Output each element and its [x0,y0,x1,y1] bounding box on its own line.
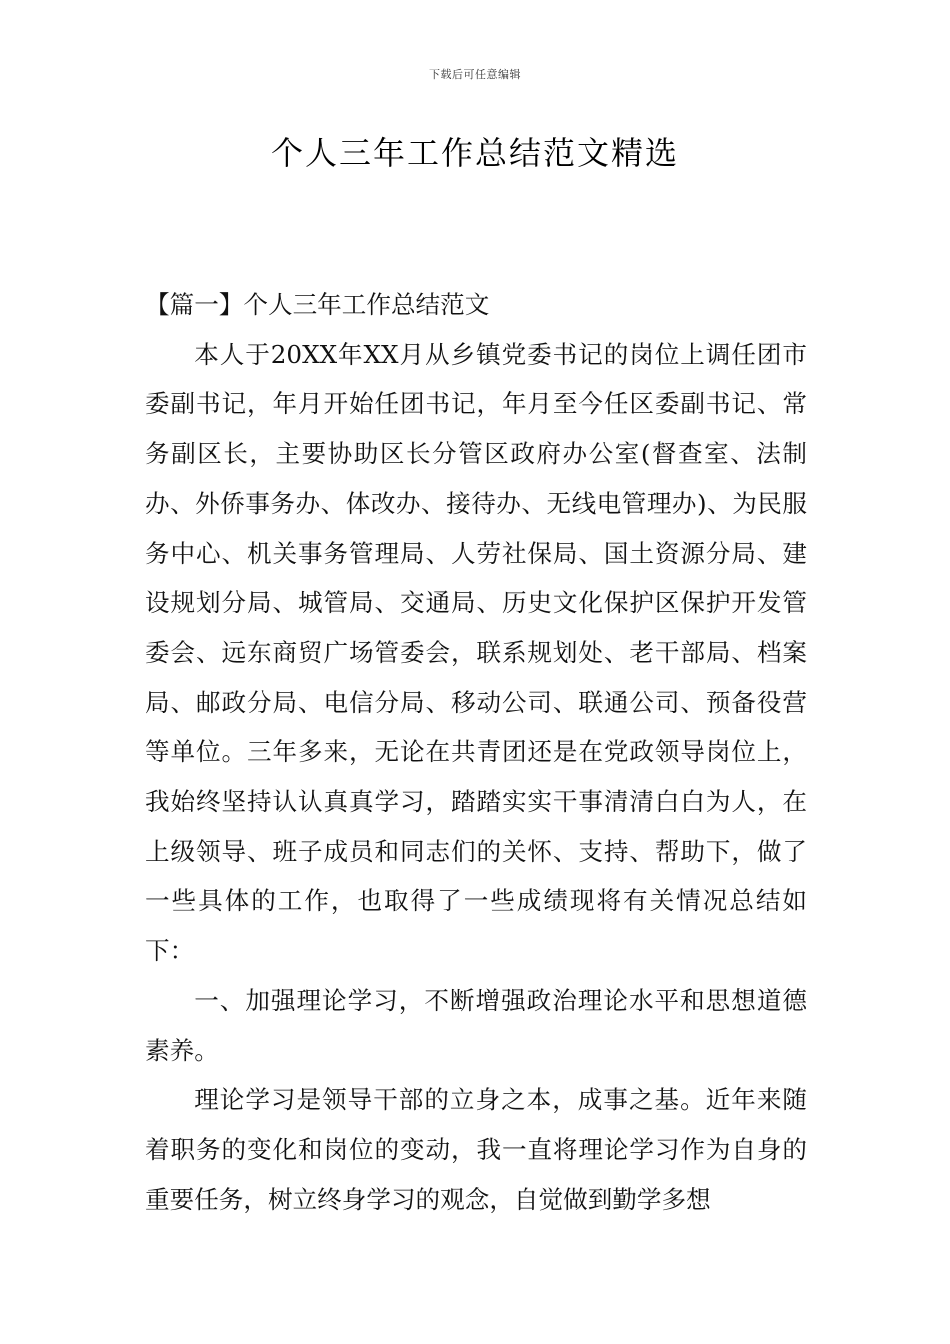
paragraph-heading-one: 一、加强理论学习，不断增强政治理论水平和思想道德素养。 [145,985,807,1065]
paragraph-theory-study: 理论学习是领导干部的立身之本，成事之基。近年来随着职务的变化和岗位的变动，我一直将理论学习作为自身的重要任务，树立终身学习的观念，自觉做到勤学多想 [145,1085,807,1214]
document-title: 个人三年工作总结范文精选 [270,134,679,172]
document-body [145,280,807,1224]
header-note: 下载后可任意编辑 [429,68,521,81]
section-heading: 【篇一】个人三年工作总结范文 [145,290,490,319]
paragraph-intro: 本人于20XX年XX月从乡镇党委书记的岗位上调任团市委副书记，年月开始任团书记，年月至今任区委副书记、常务副区长，主要协助区长分管区政府办公室(督查室、法制办、外侨事务办、体改办、接待办、无线电管理办)、为民服务中心、机关事务管理局、人劳社保局、国土资源分局、建设规划分局、城管局、交通局、历史文化保护区保护开发管委会、远东商贸广场管委会，联系规划处、老干部局、档案局、邮政分局、电信分局、移动公司、联通公司、预备役营等单位。三年多来，无论在共青团还是在党政领导岗位上，我始终坚持认认真真学习，踏踏实实干事清清白白为人，在上级领导、班子成员和同志们的关怀、支持、帮助下，做了一些具体的工作，也取得了一些成绩现将有关情况总结如下： [145,339,807,966]
